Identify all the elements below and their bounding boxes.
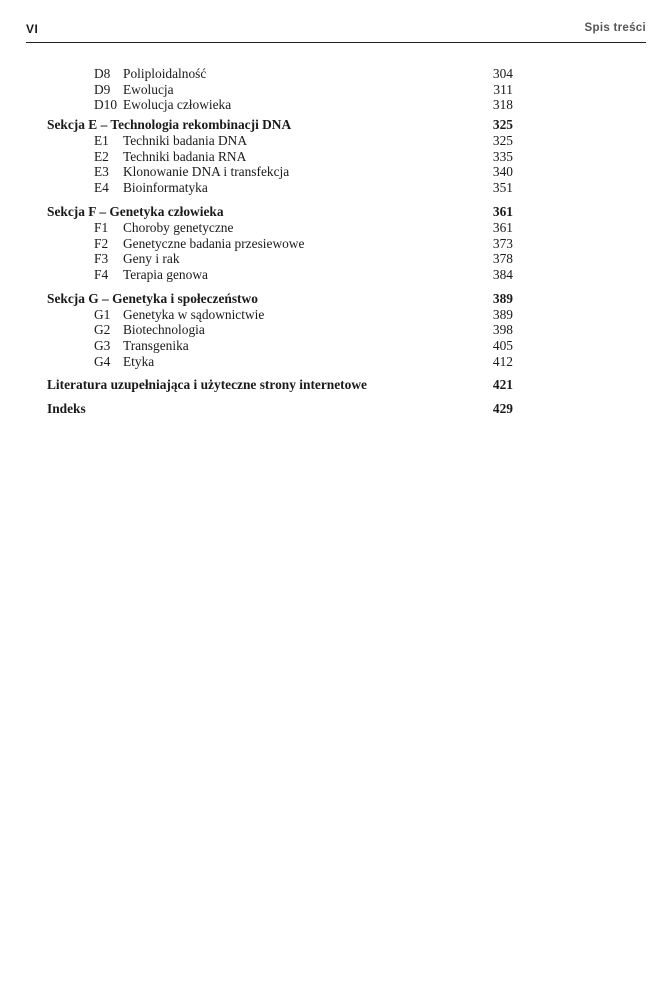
entry-code: G3: [94, 337, 111, 353]
toc-entry-d9: [47, 82, 513, 98]
toc-entry-f4: [47, 267, 513, 283]
entry-code: D9: [94, 81, 111, 97]
entry-code: F1: [94, 219, 109, 235]
entry-code: F4: [94, 266, 109, 282]
toc-entry-d8: [47, 66, 513, 82]
toc-entry-g1: [47, 307, 513, 323]
page-number: VI: [26, 22, 39, 36]
entry-code: D10: [94, 97, 118, 113]
entry-code: G4: [94, 353, 111, 369]
toc-section-f: [47, 204, 513, 220]
entry-title: Ewolucja człowieka: [123, 97, 232, 113]
entry-title: Bioinformatyka: [123, 180, 208, 196]
section-page: 361: [492, 203, 513, 219]
entry-page: 378: [492, 251, 513, 267]
entry-title: Techniki badania DNA: [123, 133, 248, 149]
entry-title: Techniki badania RNA: [123, 148, 247, 164]
section-title: Literatura uzupełniająca i użyteczne strony internetowe: [47, 377, 367, 393]
entry-page: 351: [492, 180, 513, 196]
entry-page: 373: [492, 235, 513, 251]
entry-page: 340: [492, 164, 513, 180]
toc-index: [47, 401, 513, 417]
entry-page: 325: [492, 133, 513, 149]
entry-code: G2: [94, 322, 111, 338]
entry-code: E1: [94, 133, 109, 149]
entry-title: Genetyka w sądownictwie: [123, 306, 265, 322]
entry-page: 412: [492, 353, 513, 369]
entry-code: E3: [94, 164, 109, 180]
entry-page: 361: [492, 219, 513, 235]
entry-title: Geny i rak: [123, 251, 180, 267]
entry-code: F2: [94, 235, 109, 251]
entry-code: F3: [94, 251, 109, 267]
section-title: Sekcja G – Genetyka i społeczeństwo: [47, 290, 258, 306]
entry-code: G1: [94, 306, 111, 322]
section-title: Sekcja F – Genetyka człowieka: [47, 203, 224, 219]
table-of-contents: [47, 66, 513, 417]
page-header: [26, 22, 646, 43]
entry-title: Biotechnologia: [123, 322, 205, 338]
toc-entry-e3: [47, 164, 513, 180]
section-title: Sekcja E – Technologia rekombinacji DNA: [47, 117, 292, 133]
section-page: 389: [492, 290, 513, 306]
entry-page: 304: [492, 66, 513, 81]
entry-page: 318: [492, 97, 513, 113]
entry-title: Poliploidalność: [123, 66, 207, 81]
entry-code: E4: [94, 180, 109, 196]
entry-title: Terapia genowa: [123, 266, 208, 282]
section-page: 421: [492, 377, 513, 393]
toc-entry-g3: [47, 338, 513, 354]
entry-code: D8: [94, 66, 111, 81]
section-page: 429: [492, 401, 513, 417]
entry-page: 405: [492, 337, 513, 353]
section-title: Indeks: [47, 401, 86, 417]
toc-entry-f1: [47, 220, 513, 236]
entry-page: 389: [492, 306, 513, 322]
entry-title: Genetyczne badania przesiewowe: [123, 235, 305, 251]
toc-section-g: [47, 291, 513, 307]
entry-title: Klonowanie DNA i transfekcja: [123, 164, 290, 180]
toc-entry-f3: [47, 251, 513, 267]
entry-page: 335: [492, 148, 513, 164]
entry-title: Transgenika: [123, 337, 189, 353]
entry-code: E2: [94, 148, 109, 164]
toc-entry-e2: [47, 149, 513, 165]
toc-entry-d10: [47, 97, 513, 113]
section-page: 325: [492, 117, 513, 133]
toc-entry-g2: [47, 322, 513, 338]
toc-entry-e4: [47, 180, 513, 196]
running-head: Spis treści: [584, 22, 646, 34]
entry-page: 311: [493, 81, 513, 97]
entry-page: 398: [492, 322, 513, 338]
toc-entry-e1: [47, 133, 513, 149]
toc-entry-g4: [47, 354, 513, 370]
entry-title: Choroby genetyczne: [123, 219, 234, 235]
entry-page: 384: [492, 266, 513, 282]
toc-section-e: [47, 117, 513, 133]
toc-literature: [47, 377, 513, 393]
toc-entry-f2: [47, 236, 513, 252]
entry-title: Ewolucja: [123, 81, 174, 97]
entry-title: Etyka: [123, 353, 155, 369]
